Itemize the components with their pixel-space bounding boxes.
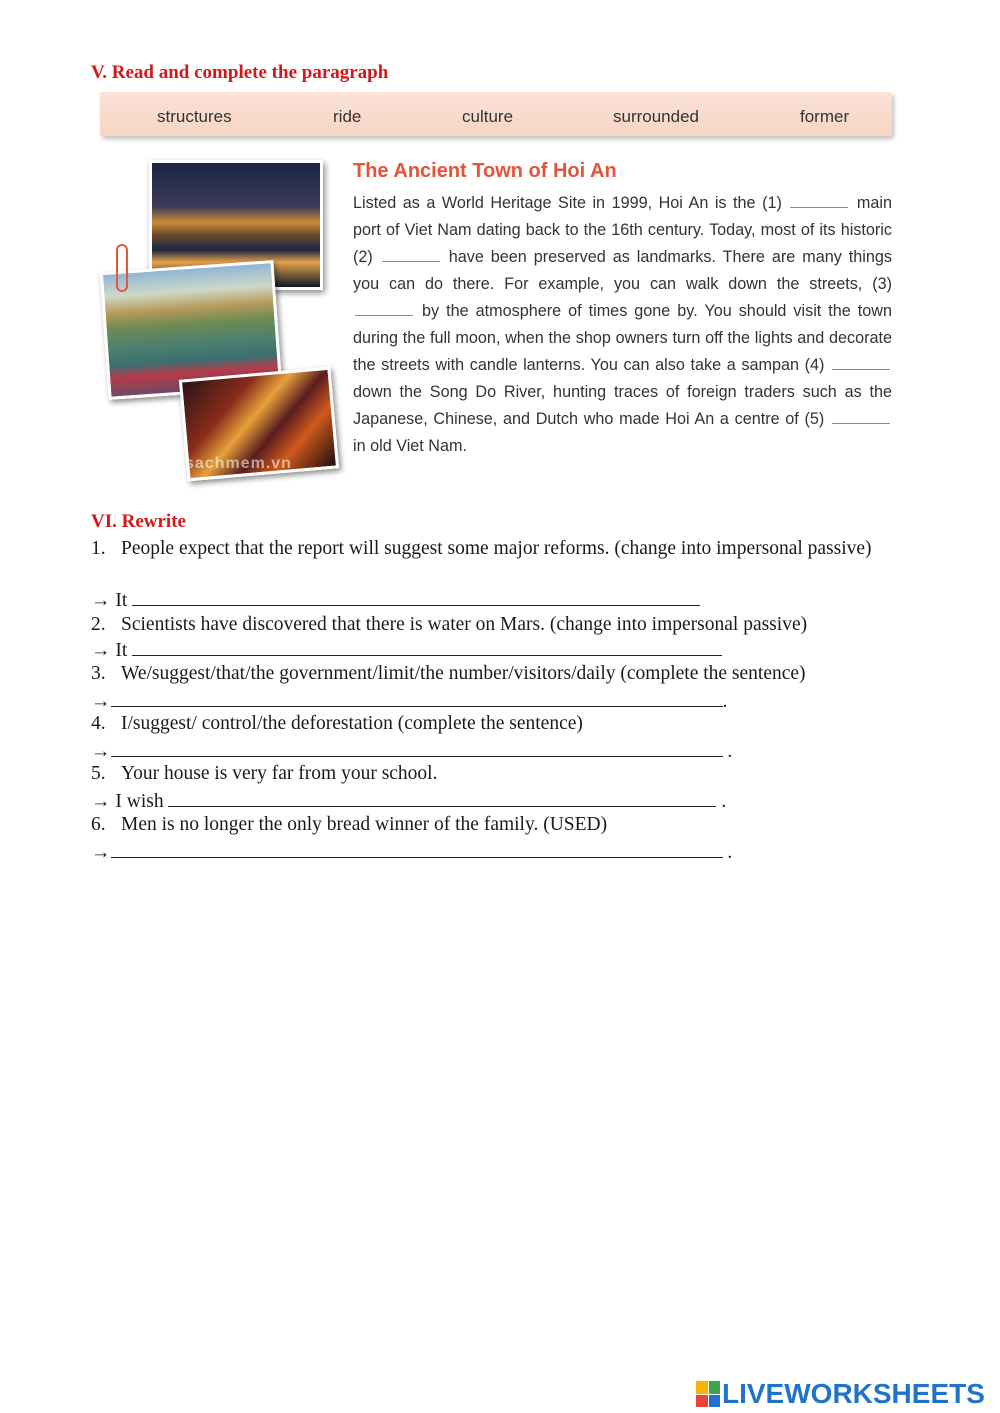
item-prompt: We/suggest/that/the government/limit/the number/visitors/daily (complete the sentence) — [121, 663, 806, 684]
item-prompt: Men is no longer the only bread winner of the family. (USED) — [121, 814, 608, 835]
rewrite-item-1 — [91, 537, 891, 561]
blank-3[interactable] — [355, 303, 413, 316]
word-bank — [100, 92, 892, 136]
item-number: 2. — [91, 614, 106, 635]
answer-prefix: → I wish — [91, 791, 164, 812]
passage-text: Listed as a World Heritage Site in 1999, Hoi An is the (1) — [353, 194, 782, 212]
item-number: 5. — [91, 763, 106, 784]
rewrite-item-4 — [91, 712, 583, 736]
answer-line-2 — [91, 637, 722, 662]
answer-line-5 — [91, 788, 726, 813]
item-number: 6. — [91, 814, 106, 835]
answer-input-5[interactable] — [168, 788, 716, 807]
liveworksheets-logo — [696, 1377, 985, 1411]
passage-text: by the atmosphere of times gone by. You should visit the town during the full moon, when the shop owners turn off the lights and decorate the streets with candle lanterns. You can also take a sampan (4) — [353, 302, 892, 374]
logo-badge-icon — [696, 1381, 720, 1407]
answer-suffix: . — [721, 791, 727, 812]
word-bank-item: former — [800, 107, 850, 126]
rewrite-item-3 — [91, 662, 806, 686]
item-number: 4. — [91, 713, 106, 734]
section-6-title: VI. Rewrite — [91, 511, 186, 532]
answer-suffix: . — [727, 842, 733, 863]
rewrite-item-5 — [91, 762, 437, 786]
answer-prefix: → It — [91, 640, 128, 661]
answer-suffix: . — [722, 691, 728, 712]
rewrite-item-6 — [91, 813, 607, 837]
item-prompt: People expect that the report will suggest some major reforms. (change into impersonal passive) — [121, 538, 872, 559]
paperclip-icon — [116, 244, 128, 292]
logo-text: LIVEWORKSHEETS — [722, 1378, 985, 1409]
blank-2[interactable] — [382, 249, 440, 262]
word-bank-item: ride — [333, 107, 362, 126]
answer-line-1 — [91, 587, 700, 612]
passage-text: down the Song Do River, hunting traces of foreign traders such as the Japanese, Chinese, and Dutch who made Hoi An a centre of (5) — [353, 383, 892, 428]
answer-prefix: → — [91, 842, 111, 863]
reading-title: The Ancient Town of Hoi An — [353, 160, 617, 182]
answer-input-2[interactable] — [132, 637, 722, 656]
item-number: 3. — [91, 663, 106, 684]
answer-prefix: → It — [91, 590, 128, 611]
blank-4[interactable] — [832, 357, 890, 370]
passage-text: in old Viet Nam. — [353, 437, 467, 455]
answer-input-4[interactable] — [111, 738, 723, 757]
word-bank-item: structures — [157, 107, 232, 126]
watermark: sachmem.vn — [185, 455, 292, 472]
answer-line-6 — [91, 839, 732, 864]
passage-text: main port of Viet Nam dating back to the 16th century. Today, most of its historic (2) — [353, 194, 893, 266]
item-prompt: Your house is very far from your school. — [121, 763, 438, 784]
answer-prefix: → — [91, 691, 111, 712]
blank-1[interactable] — [790, 195, 848, 208]
word-bank-item: surrounded — [613, 107, 700, 126]
item-prompt: Scientists have discovered that there is water on Mars. (change into impersonal passive) — [121, 614, 808, 635]
item-prompt: I/suggest/ control/the deforestation (complete the sentence) — [121, 713, 583, 734]
word-bank-item: culture — [462, 107, 514, 126]
answer-suffix: . — [727, 741, 733, 762]
rewrite-item-2 — [91, 613, 807, 637]
answer-input-3[interactable] — [111, 688, 723, 707]
blank-5[interactable] — [832, 411, 890, 424]
answer-line-4 — [91, 738, 732, 763]
item-number: 1. — [91, 538, 106, 559]
answer-line-3 — [91, 688, 727, 713]
answer-input-6[interactable] — [111, 839, 723, 858]
answer-prefix: → — [91, 741, 111, 762]
passage-text: have been preserved as landmarks. There are many things you can do there. For example, you can walk down the streets, (3) — [353, 248, 892, 293]
answer-input-1[interactable] — [132, 587, 700, 606]
section-5-title: V. Read and complete the paragraph — [91, 62, 389, 83]
reading-passage — [353, 190, 892, 460]
